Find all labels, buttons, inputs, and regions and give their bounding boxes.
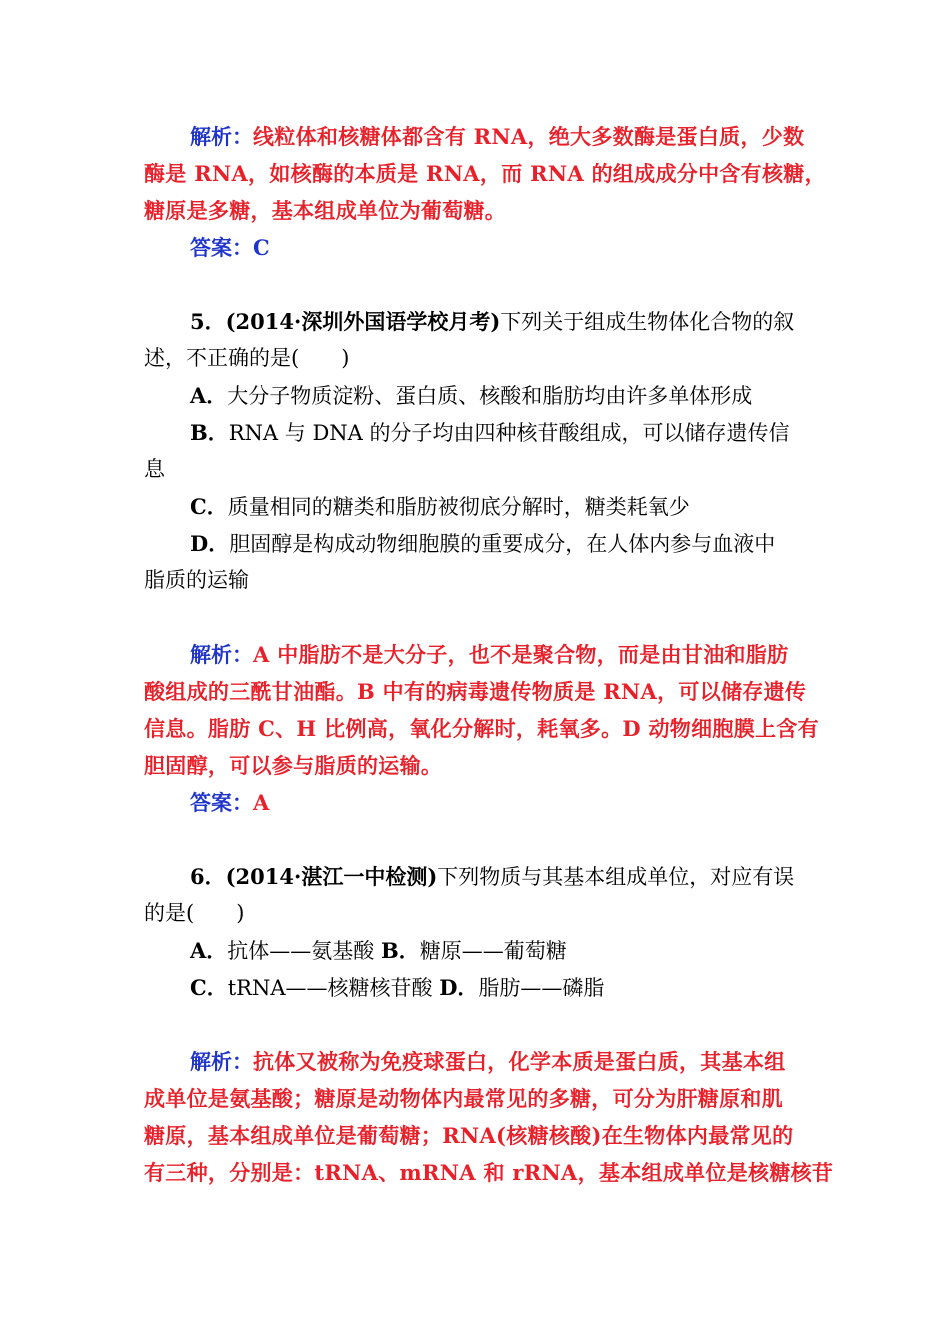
question-source: (2014·深圳外国语学校月考) — [225, 309, 501, 334]
analysis-paragraph-1-line-2: 酶是 RNA，如核酶的本质是 RNA，而 RNA 的组成成分中含有核糖， — [144, 161, 826, 186]
option-text: 质量相同的糖类和脂肪被彻底分解时，糖类耗氧少 — [227, 495, 690, 519]
answer-value: A — [253, 790, 270, 815]
question-6-stem-line-2: 的是( ) — [144, 901, 245, 925]
option-text: 大分子物质淀粉、蛋白质、核酸和脂肪均由许多单体形成 — [227, 384, 753, 408]
analysis-paragraph-2-line-3: 信息。脂肪 C、H 比例高，氧化分解时，耗氧多。D 动物细胞膜上含有 — [144, 716, 819, 741]
option-letter: C． — [190, 975, 228, 1000]
option-text: 糖原——葡萄糖 — [419, 939, 567, 963]
analysis-text: 抗体又被称为免疫球蛋白，化学本质是蛋白质，其基本组 — [253, 1049, 786, 1074]
analysis-paragraph-3-line-2: 成单位是氨基酸；糖原是动物体内最常见的多糖，可分为肝糖原和肌 — [144, 1086, 783, 1111]
option-letter: D． — [439, 975, 479, 1000]
option-text: 胆固醇是构成动物细胞膜的重要成分，在人体内参与血液中 — [229, 532, 776, 556]
answer-line-2 — [190, 784, 808, 821]
question-number: 6． — [190, 864, 226, 889]
analysis-paragraph-2-line-1 — [190, 636, 808, 673]
option-text: 抗体——氨基酸 — [227, 939, 375, 963]
question-6-options-ab — [190, 932, 808, 969]
option-letter: A． — [190, 383, 228, 408]
question-5-stem-line-1 — [190, 303, 808, 340]
option-letter: A． — [190, 938, 228, 963]
analysis-paragraph-1-line-3: 糖原是多糖，基本组成单位为葡萄糖。 — [144, 198, 507, 223]
question-5-stem-line-2: 述，不正确的是( ) — [144, 346, 350, 370]
answer-value: C — [253, 235, 270, 260]
answer-label: 答案： — [190, 790, 253, 815]
question-5-option-a — [190, 377, 808, 414]
analysis-paragraph-3-line-4: 有三种，分别是：tRNA、mRNA 和 rRNA，基本组成单位是核糖核苷 — [144, 1160, 834, 1185]
analysis-label: 解析： — [190, 642, 253, 667]
question-5-option-b — [190, 414, 808, 451]
analysis-paragraph-2-line-2: 酸组成的三酰甘油酯。B 中有的病毒遗传物质是 RNA，可以储存遗传 — [144, 679, 807, 704]
analysis-paragraph-3-line-3: 糖原，基本组成单位是葡萄糖；RNA(核糖核酸)在生物体内最常见的 — [144, 1123, 794, 1148]
question-source: (2014·湛江一中检测) — [225, 864, 438, 889]
option-letter: B． — [380, 938, 420, 963]
analysis-paragraph-1-line-1 — [190, 118, 808, 155]
question-6-stem-line-1 — [190, 858, 808, 895]
question-stem: 下列关于组成生物体化合物的叙 — [500, 310, 795, 334]
question-5-option-d — [190, 525, 808, 562]
question-5-option-d-cont: 脂质的运输 — [144, 568, 249, 592]
option-letter: D． — [190, 531, 230, 556]
option-letter: C． — [190, 494, 228, 519]
question-5-option-c — [190, 488, 808, 525]
option-text: tRNA——核糖核苷酸 — [227, 976, 433, 1000]
analysis-paragraph-2-line-4: 胆固醇，可以参与脂质的运输。 — [144, 753, 443, 778]
option-letter: B． — [190, 420, 229, 445]
analysis-text: A 中脂肪不是大分子，也不是聚合物，而是由甘油和脂肪 — [253, 642, 789, 667]
option-text: RNA 与 DNA 的分子均由四种核苷酸组成，可以储存遗传信 — [228, 421, 790, 445]
question-6-options-cd — [190, 969, 808, 1006]
answer-label: 答案： — [190, 235, 253, 260]
option-text: 脂肪——磷脂 — [478, 976, 605, 1000]
analysis-paragraph-3-line-1 — [190, 1043, 808, 1080]
question-5-option-b-cont: 息 — [144, 457, 165, 481]
question-number: 5． — [190, 309, 226, 334]
analysis-label: 解析： — [190, 1049, 253, 1074]
answer-line-1 — [190, 229, 808, 266]
question-stem: 下列物质与其基本组成单位，对应有误 — [437, 865, 795, 889]
analysis-label: 解析： — [190, 124, 253, 149]
analysis-text: 线粒体和核糖体都含有 RNA，绝大多数酶是蛋白质，少数 — [253, 124, 805, 149]
